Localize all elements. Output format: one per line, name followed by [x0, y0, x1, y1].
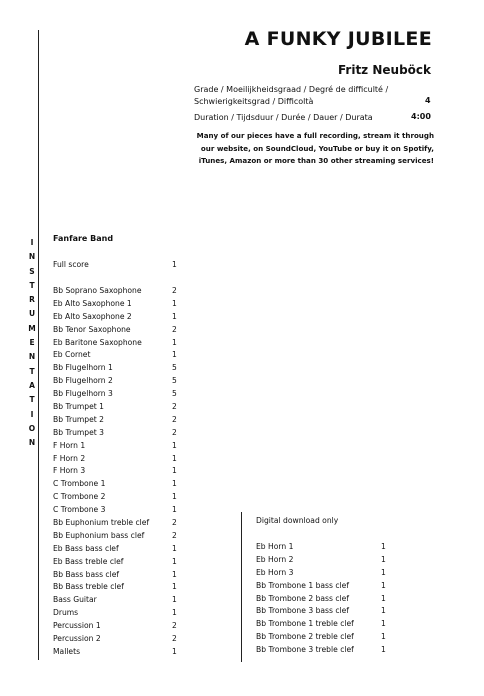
part-row	[53, 517, 193, 530]
part-row	[256, 541, 396, 554]
part-name: Bb Euphonium treble clef	[53, 518, 150, 528]
part-name: Eb Horn 3	[256, 567, 294, 577]
part-row	[53, 298, 193, 311]
part-row	[53, 581, 193, 594]
part-quantity: 5	[172, 389, 177, 399]
part-row	[53, 285, 193, 298]
part-name: C Trombone 1	[53, 479, 106, 489]
part-quantity: 1	[172, 298, 177, 308]
part-name: Eb Bass treble clef	[53, 556, 124, 566]
part-row	[53, 388, 193, 401]
digital-download-title: Digital download only	[256, 516, 339, 525]
part-quantity: 1	[172, 595, 177, 605]
vertical-divider	[38, 30, 39, 660]
part-quantity: 1	[381, 567, 386, 577]
part-quantity: 1	[172, 646, 177, 656]
part-quantity: 2	[172, 402, 177, 412]
part-name: Percussion 1	[53, 621, 101, 631]
part-row	[53, 324, 193, 337]
side-label-letter: R	[29, 295, 35, 305]
part-quantity: 1	[172, 492, 177, 502]
side-label-letter: I	[30, 409, 34, 419]
part-quantity: 2	[172, 286, 177, 295]
part-quantity: 2	[172, 518, 177, 528]
part-name: Percussion 2	[53, 634, 101, 644]
part-row	[256, 580, 396, 593]
side-label-letter: O	[28, 423, 36, 433]
part-name: Bb Bass bass clef	[53, 569, 120, 579]
digital-divider	[241, 512, 242, 662]
part-row	[53, 440, 193, 453]
part-row	[53, 607, 193, 620]
part-row	[53, 427, 193, 440]
part-quantity: 1	[172, 479, 177, 489]
part-name: Bb Trombone 3 bass clef	[256, 606, 350, 616]
part-name: Bb Trombone 1 treble clef	[256, 619, 354, 629]
part-quantity: 1	[381, 606, 386, 616]
side-label-letter: T	[29, 280, 35, 290]
part-quantity: 1	[172, 440, 177, 450]
part-quantity: 5	[172, 363, 177, 373]
part-quantity: 1	[381, 632, 386, 642]
part-name: Eb Baritone Saxophone	[53, 337, 142, 347]
part-row	[53, 633, 193, 646]
piece-title: A FUNKY JUBILEE	[244, 28, 432, 50]
part-row	[256, 593, 396, 606]
part-row	[256, 605, 396, 618]
digital-parts-list	[256, 541, 396, 657]
side-label-letter: E	[29, 338, 35, 348]
side-label-letter: N	[28, 352, 36, 362]
part-name: C Trombone 3	[53, 505, 106, 515]
parts-list	[53, 285, 193, 659]
side-label-letter: T	[29, 366, 35, 376]
part-quantity: 1	[172, 543, 177, 553]
part-row	[53, 543, 193, 556]
part-quantity: 2	[172, 324, 177, 334]
part-row	[256, 644, 396, 657]
part-name: Bb Trombone 3 treble clef	[256, 645, 354, 655]
part-name: Eb Alto Saxophone 2	[53, 311, 132, 321]
part-name: F Horn 3	[53, 466, 86, 476]
part-quantity: 1	[172, 608, 177, 618]
part-row	[53, 530, 193, 543]
part-name: Bb Trombone 2 bass clef	[256, 593, 350, 603]
part-name: Full score	[53, 260, 89, 269]
streaming-promo-text: Many of our pieces have a full recording, stream it through our website, on SoundCloud, YouTube or buy it on Spotify, iTunes, Amazon or more than 30 other streaming services!	[196, 131, 434, 166]
part-row	[53, 349, 193, 362]
part-name: Bb Trumpet 3	[53, 427, 105, 437]
part-row	[53, 362, 193, 375]
part-quantity: 1	[172, 311, 177, 321]
composer-name: Fritz Neuböck	[337, 63, 431, 77]
part-row	[53, 491, 193, 504]
part-quantity: 1	[381, 554, 386, 564]
part-row	[53, 311, 193, 324]
part-row	[53, 594, 193, 607]
part-quantity: 1	[172, 337, 177, 347]
duration-value: 4:00	[411, 112, 431, 121]
part-name: Bb Flugelhorn 2	[53, 376, 113, 386]
part-row	[53, 478, 193, 491]
duration-label: Duration / Tijdsduur / Durée / Dauer / Durata	[194, 113, 373, 122]
part-quantity: 1	[172, 582, 177, 592]
part-row	[256, 567, 396, 580]
part-name: Bb Trumpet 2	[53, 414, 105, 424]
part-quantity: 1	[381, 593, 386, 603]
part-name: F Horn 1	[53, 440, 86, 450]
part-row	[53, 453, 193, 466]
part-row	[53, 465, 193, 478]
part-quantity: 5	[172, 376, 177, 386]
score-list	[53, 259, 193, 272]
part-row	[256, 554, 396, 567]
part-name: Eb Cornet	[53, 350, 91, 360]
part-quantity: 1	[172, 556, 177, 566]
part-name: Eb Horn 1	[256, 542, 294, 551]
part-name: Bb Euphonium bass clef	[53, 530, 145, 540]
part-quantity: 1	[172, 260, 177, 269]
part-row	[53, 337, 193, 350]
part-row	[53, 259, 193, 272]
side-label-letter: M	[28, 323, 36, 333]
part-name: Bb Trumpet 1	[53, 402, 105, 412]
part-name: F Horn 2	[53, 453, 86, 463]
part-name: Mallets	[53, 646, 81, 656]
part-name: Eb Bass bass clef	[53, 543, 119, 553]
part-quantity: 1	[172, 350, 177, 360]
part-quantity: 1	[381, 542, 386, 551]
part-quantity: 1	[172, 453, 177, 463]
part-name: Eb Alto Saxophone 1	[53, 298, 132, 308]
part-quantity: 2	[172, 530, 177, 540]
part-row	[53, 504, 193, 517]
part-row	[53, 620, 193, 633]
part-quantity: 2	[172, 414, 177, 424]
part-quantity: 2	[172, 621, 177, 631]
side-label-letter: I	[30, 238, 34, 247]
side-label-letter: N	[28, 252, 36, 262]
part-quantity: 1	[381, 645, 386, 655]
side-label-letter: A	[29, 380, 35, 390]
part-quantity: 1	[381, 619, 386, 629]
side-label-letter: T	[29, 395, 35, 405]
side-label-letter: S	[29, 266, 35, 276]
part-row	[256, 631, 396, 644]
part-quantity: 1	[172, 569, 177, 579]
part-row	[53, 414, 193, 427]
part-name: Bb Flugelhorn 3	[53, 389, 113, 399]
instrumentation-side-label	[27, 236, 37, 450]
part-name: Eb Horn 2	[256, 554, 294, 564]
part-name: Bb Trombone 2 treble clef	[256, 632, 354, 642]
part-row	[53, 375, 193, 388]
part-quantity: 1	[381, 580, 386, 590]
part-quantity: 1	[172, 505, 177, 515]
part-row	[53, 556, 193, 569]
part-name: Bb Tenor Saxophone	[53, 324, 131, 334]
part-row	[53, 569, 193, 582]
part-name: Bass Guitar	[53, 595, 97, 605]
part-name: Drums	[53, 608, 79, 618]
grade-label: Grade / Moeilijkheidsgraad / Degré de difficulté / Schwierigkeitsgrad / Difficoltà	[194, 85, 389, 106]
grade-value: 4	[425, 96, 431, 105]
part-name: Bb Bass treble clef	[53, 582, 124, 592]
part-quantity: 2	[172, 634, 177, 644]
part-quantity: 2	[172, 427, 177, 437]
part-name: Bb Soprano Saxophone	[53, 286, 142, 295]
side-label-letter: U	[28, 309, 36, 319]
part-row	[53, 401, 193, 414]
part-name: C Trombone 2	[53, 492, 106, 502]
section-title: Fanfare Band	[53, 234, 114, 243]
part-row	[53, 646, 193, 659]
part-quantity: 1	[172, 466, 177, 476]
part-name: Bb Flugelhorn 1	[53, 363, 113, 373]
part-name: Bb Trombone 1 bass clef	[256, 580, 350, 590]
part-row	[256, 618, 396, 631]
side-label-letter: N	[28, 438, 36, 448]
